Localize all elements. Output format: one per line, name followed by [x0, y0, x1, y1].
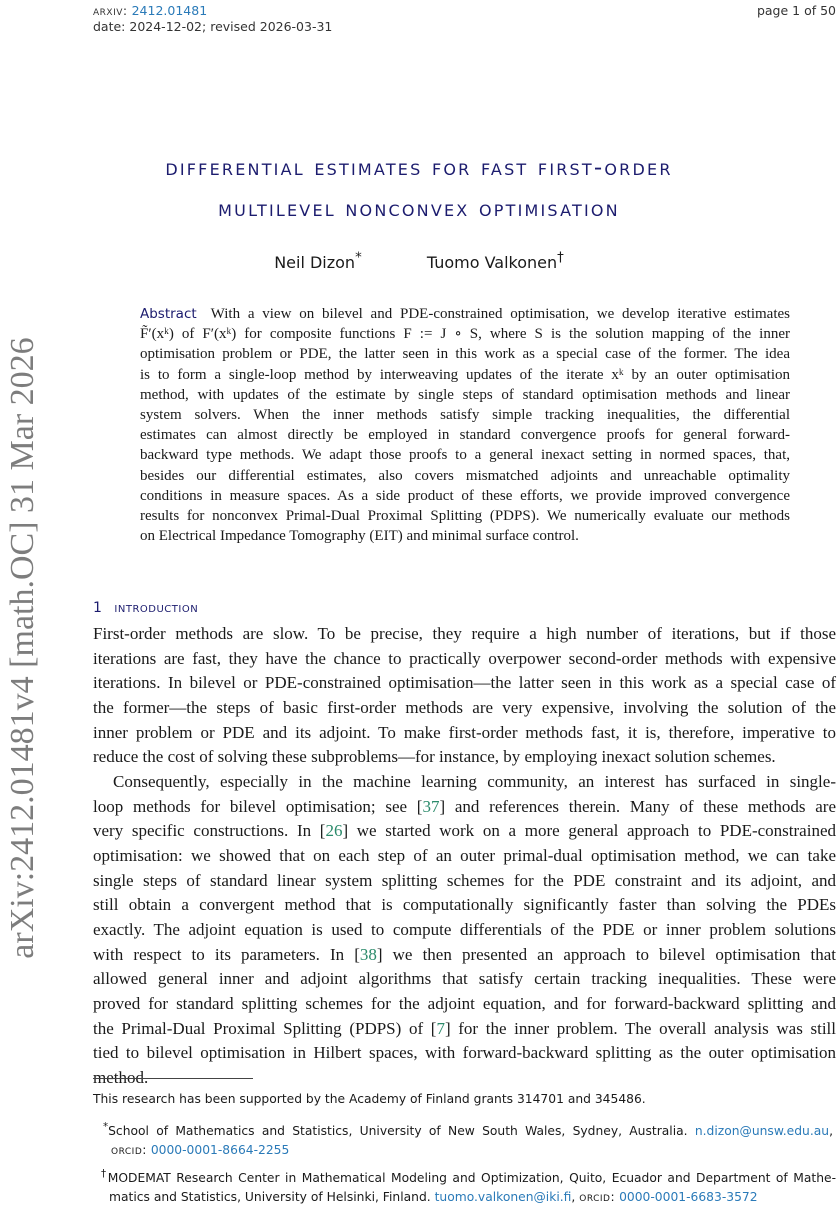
paper-title-line-1: differential estimates for fast first-order: [165, 155, 673, 181]
footnote-rule: [93, 1078, 253, 1079]
author: Tuomo Valkonen†: [426, 251, 564, 273]
abstract-line: is to form a single-loop method by interweaving updates of the iterate xᵏ by an outer optimisation: [140, 366, 790, 383]
body-line: single steps of standard linear system splitting schemes for the PDE constraint and its adjoint, and: [93, 870, 836, 890]
abstract-line: method, with updates of the estimate by single steps of standard optimisation methods and linear: [140, 386, 790, 403]
body-line: optimisation: we showed that on each step of an outer primal-dual optimisation method, we can take: [93, 845, 836, 865]
body-line: loop methods for bilevel optimisation; see [37] and references therein. Many of these methods are: [93, 796, 836, 816]
body-line: iterations. In bilevel or PDE-constrained optimisation—the latter seen in this work as a special case of: [93, 673, 836, 693]
citation-link[interactable]: 37: [422, 796, 440, 816]
abstract-line: Abstract With a view on bilevel and PDE-constrained optimisation, we develop iterative estimates: [140, 306, 790, 322]
email-link[interactable]: tuomo.valkonen@iki.fi: [434, 1190, 572, 1205]
body-line: the Primal-Dual Proximal Splitting (PDPS) of [7] for the inner problem. The overall analysis was still: [93, 1018, 836, 1038]
header-arxiv: [93, 3, 207, 18]
body-line: First-order methods are slow. To be precise, they require a high number of iterations, but if those: [93, 624, 836, 643]
abstract-label: Abstract: [140, 306, 197, 322]
body-line: method.: [93, 1067, 149, 1087]
abstract-line: on Electrical Impedance Tomography (EIT) and minimal surface control.: [140, 528, 579, 545]
abstract: [140, 304, 790, 546]
citation-link[interactable]: 7: [436, 1018, 445, 1038]
citation-link[interactable]: 38: [359, 944, 377, 964]
body-line: allowed general inner and adjoint algorithms that satisfy certain tracking inequalities. These were: [93, 969, 836, 989]
footnote-funding: This research has been supported by the Academy of Finland grants 314701 and 345486.: [93, 1092, 646, 1106]
body-line: Consequently, especially in the machine learning community, an interest has surfaced in single-: [113, 771, 836, 791]
abstract-line: conditions in measure spaces. As a side product of these efforts, we provide improved convergence: [140, 487, 790, 504]
section-heading: 1 introduction: [93, 600, 199, 616]
citation-link[interactable]: 26: [325, 821, 343, 841]
author: Neil Dizon*: [274, 251, 362, 273]
paper-title-line-2: multilevel nonconvex optimisation: [218, 196, 620, 222]
authors: [0, 251, 838, 272]
abstract-line: besides our differential estimates, also covers mismatched adjoints and unreachable optimality: [140, 467, 790, 484]
abstract-line: backward type methods. We adapt those proofs to a general inexact setting in normed spaces, that,: [140, 447, 790, 464]
body-line: iterations are fast, they have the chance to practically overpower second-order methods with expensive: [93, 648, 836, 668]
header-date: date: 2024-12-02; revised 2026-03-31: [93, 19, 333, 34]
body-line: proved for standard splitting schemes for the adjoint equation, and for forward-backward splitting and: [93, 993, 836, 1013]
body-line: very specific constructions. In [26] we started work on a more general approach to PDE-constrained: [93, 821, 836, 841]
email-link[interactable]: n.dizon@unsw.edu.au: [694, 1124, 830, 1139]
orcid-link[interactable]: 0000-0001-8664-2255: [150, 1143, 290, 1158]
abstract-line: estimates can almost directly be employed in standard convergence proofs for general forward-: [140, 427, 790, 444]
arxiv-side-stamp: arXiv:2412.01481v4 [math.OC] 31 Mar 2026: [4, 337, 41, 959]
body-line: tied to bilevel optimisation in Hilbert spaces, with forward-backward splitting as the outer optimisation: [93, 1043, 836, 1063]
abstract-line: system solvers. When the inner methods satisfy simple tracking inequalities, the differential: [140, 407, 790, 424]
page-number: page 1 of 50: [756, 3, 836, 18]
orcid-link[interactable]: 0000-0001-6683-3572: [619, 1190, 758, 1205]
footnote-author-1: *School of Mathematics and Statistics, University of New South Wales, Sydney, Australia. n.dizon@unsw.edu.au, orcid: 0000-0001-8664-2255: [103, 1121, 833, 1158]
arxiv-label: arxiv:: [93, 3, 128, 18]
body-line: reduce the cost of solving these subproblems—for instance, by employing inexact solution schemes.: [93, 747, 776, 767]
body-line: the former—the steps of basic first-order methods are very expensive, involving the solution of the: [93, 697, 836, 717]
abstract-line: results for nonconvex Primal-Dual Proximal Splitting (PDPS). We numerically evaluate our methods: [140, 508, 790, 525]
body-line: inner problem or PDE and its adjoint. To make first-order methods fast, it is, therefore, imperative to: [93, 722, 836, 742]
abstract-line: F̃′(xᵏ) of F′(xᵏ) for composite functions F := J ∘ S, where S is the solution mapping of the inner: [140, 326, 790, 343]
body-text: [93, 622, 836, 1090]
footnote-author-2: †MODEMAT Research Center in Mathematical Modeling and Optimization, Quito, Ecuador and Department of Mathe- matics and Statistics, University of Helsinki, Finland. tuomo.valkonen@iki.fi, orcid: 0000-0001-6683-3572: [101, 1168, 837, 1205]
arxiv-id-link[interactable]: 2412.01481: [131, 3, 208, 18]
body-line: with respect to its parameters. In [38] we then presented an approach to bilevel optimisation that: [93, 944, 836, 964]
body-line: exactly. The adjoint equation is used to compute differentials of the PDE or inner problem solutions: [93, 919, 836, 939]
body-line: still obtain a convergent method that is computationally significantly faster than solving the PDEs: [93, 895, 836, 915]
abstract-line: optimisation problem or PDE, the latter seen in this work as a special case of the former. The idea: [140, 346, 790, 363]
